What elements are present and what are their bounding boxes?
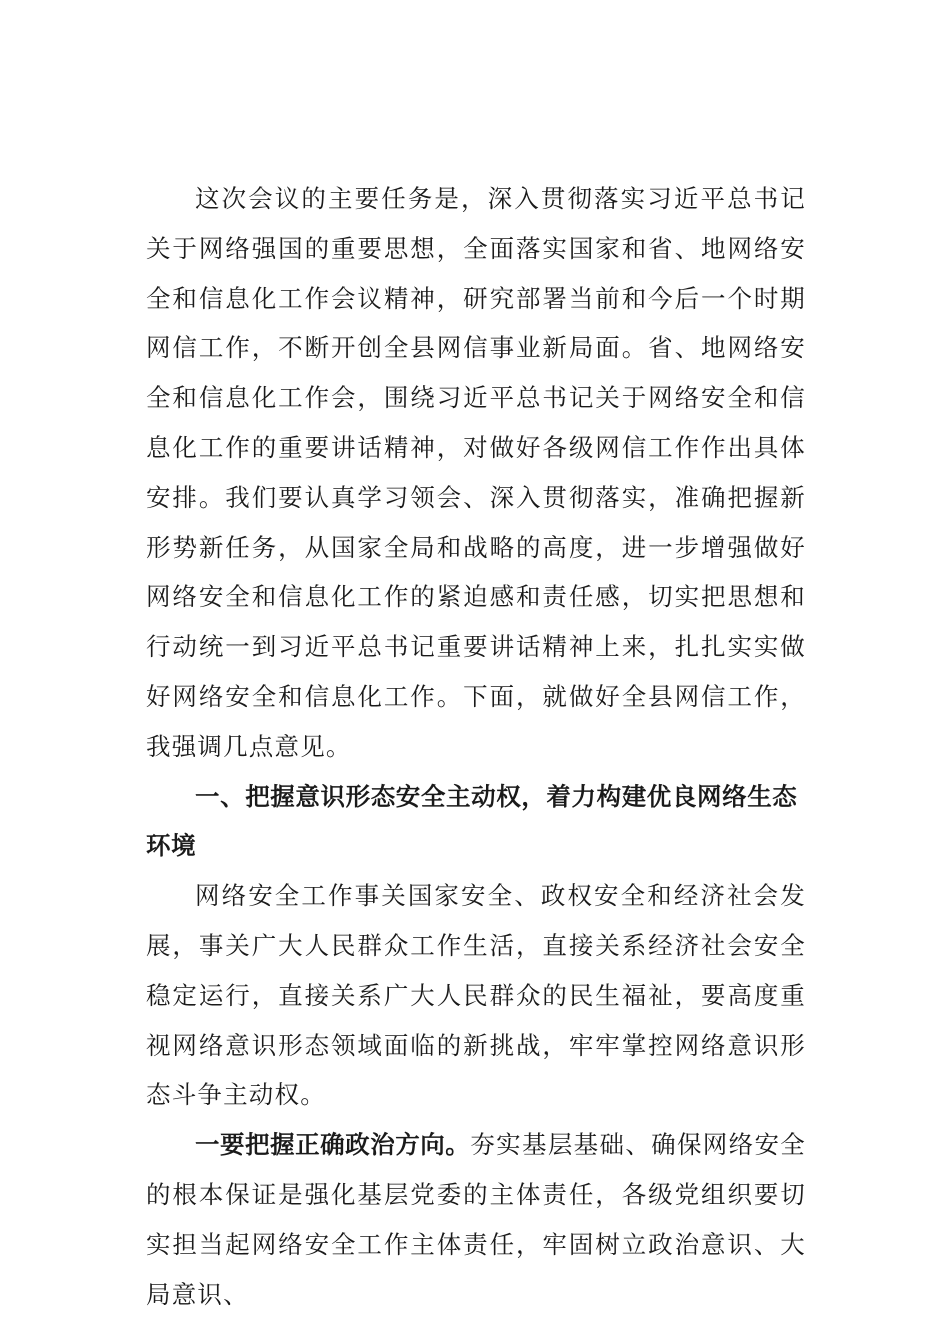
paragraph-body-text: 夯实基层基础、确保网络安全的根本保证是强化基层党委的主体责任，各级党组织要切实担当起网络安全工作主体责任，牢固树立政治意识、大局意识、 [146,1130,806,1309]
document-body [146,174,806,1319]
paragraph-network-security: 网络安全工作事关国家安全、政权安全和经济社会发展，事关广大人民群众工作生活，直接关系经济社会安全稳定运行，直接关系广大人民群众的民生福祉，要高度重视网络意识形态领域面临的新挑战，牢牢掌控网络意识形态斗争主动权。 [146,881,806,1110]
paragraph-intro: 这次会议的主要任务是，深入贯彻落实习近平总书记关于网络强国的重要思想，全面落实国家和省、地网络安全和信息化工作会议精神，研究部署当前和今后一个时期网信工作，不断开创全县网信事业新局面。省、地网络安全和信息化工作会，围绕习近平总书记关于网络安全和信息化工作的重要讲话精神，对做好各级网信工作作出具体安排。我们要认真学习领会、深入贯彻落实，准确把握新形势新任务，从国家全局和战略的高度，进一步增强做好网络安全和信息化工作的紧迫感和责任感，切实把思想和行动统一到习近平总书记重要讲话精神上来，扎扎实实做好网络安全和信息化工作。下面，就做好全县网信工作，我强调几点意见。 [146,184,806,761]
paragraph-political-direction [146,1120,806,1319]
paragraph-lead-phrase: 一要把握正确政治方向。 [195,1130,471,1160]
section-heading-1: 一、把握意识形态安全主动权，着力构建优良网络生态环境 [146,781,798,861]
